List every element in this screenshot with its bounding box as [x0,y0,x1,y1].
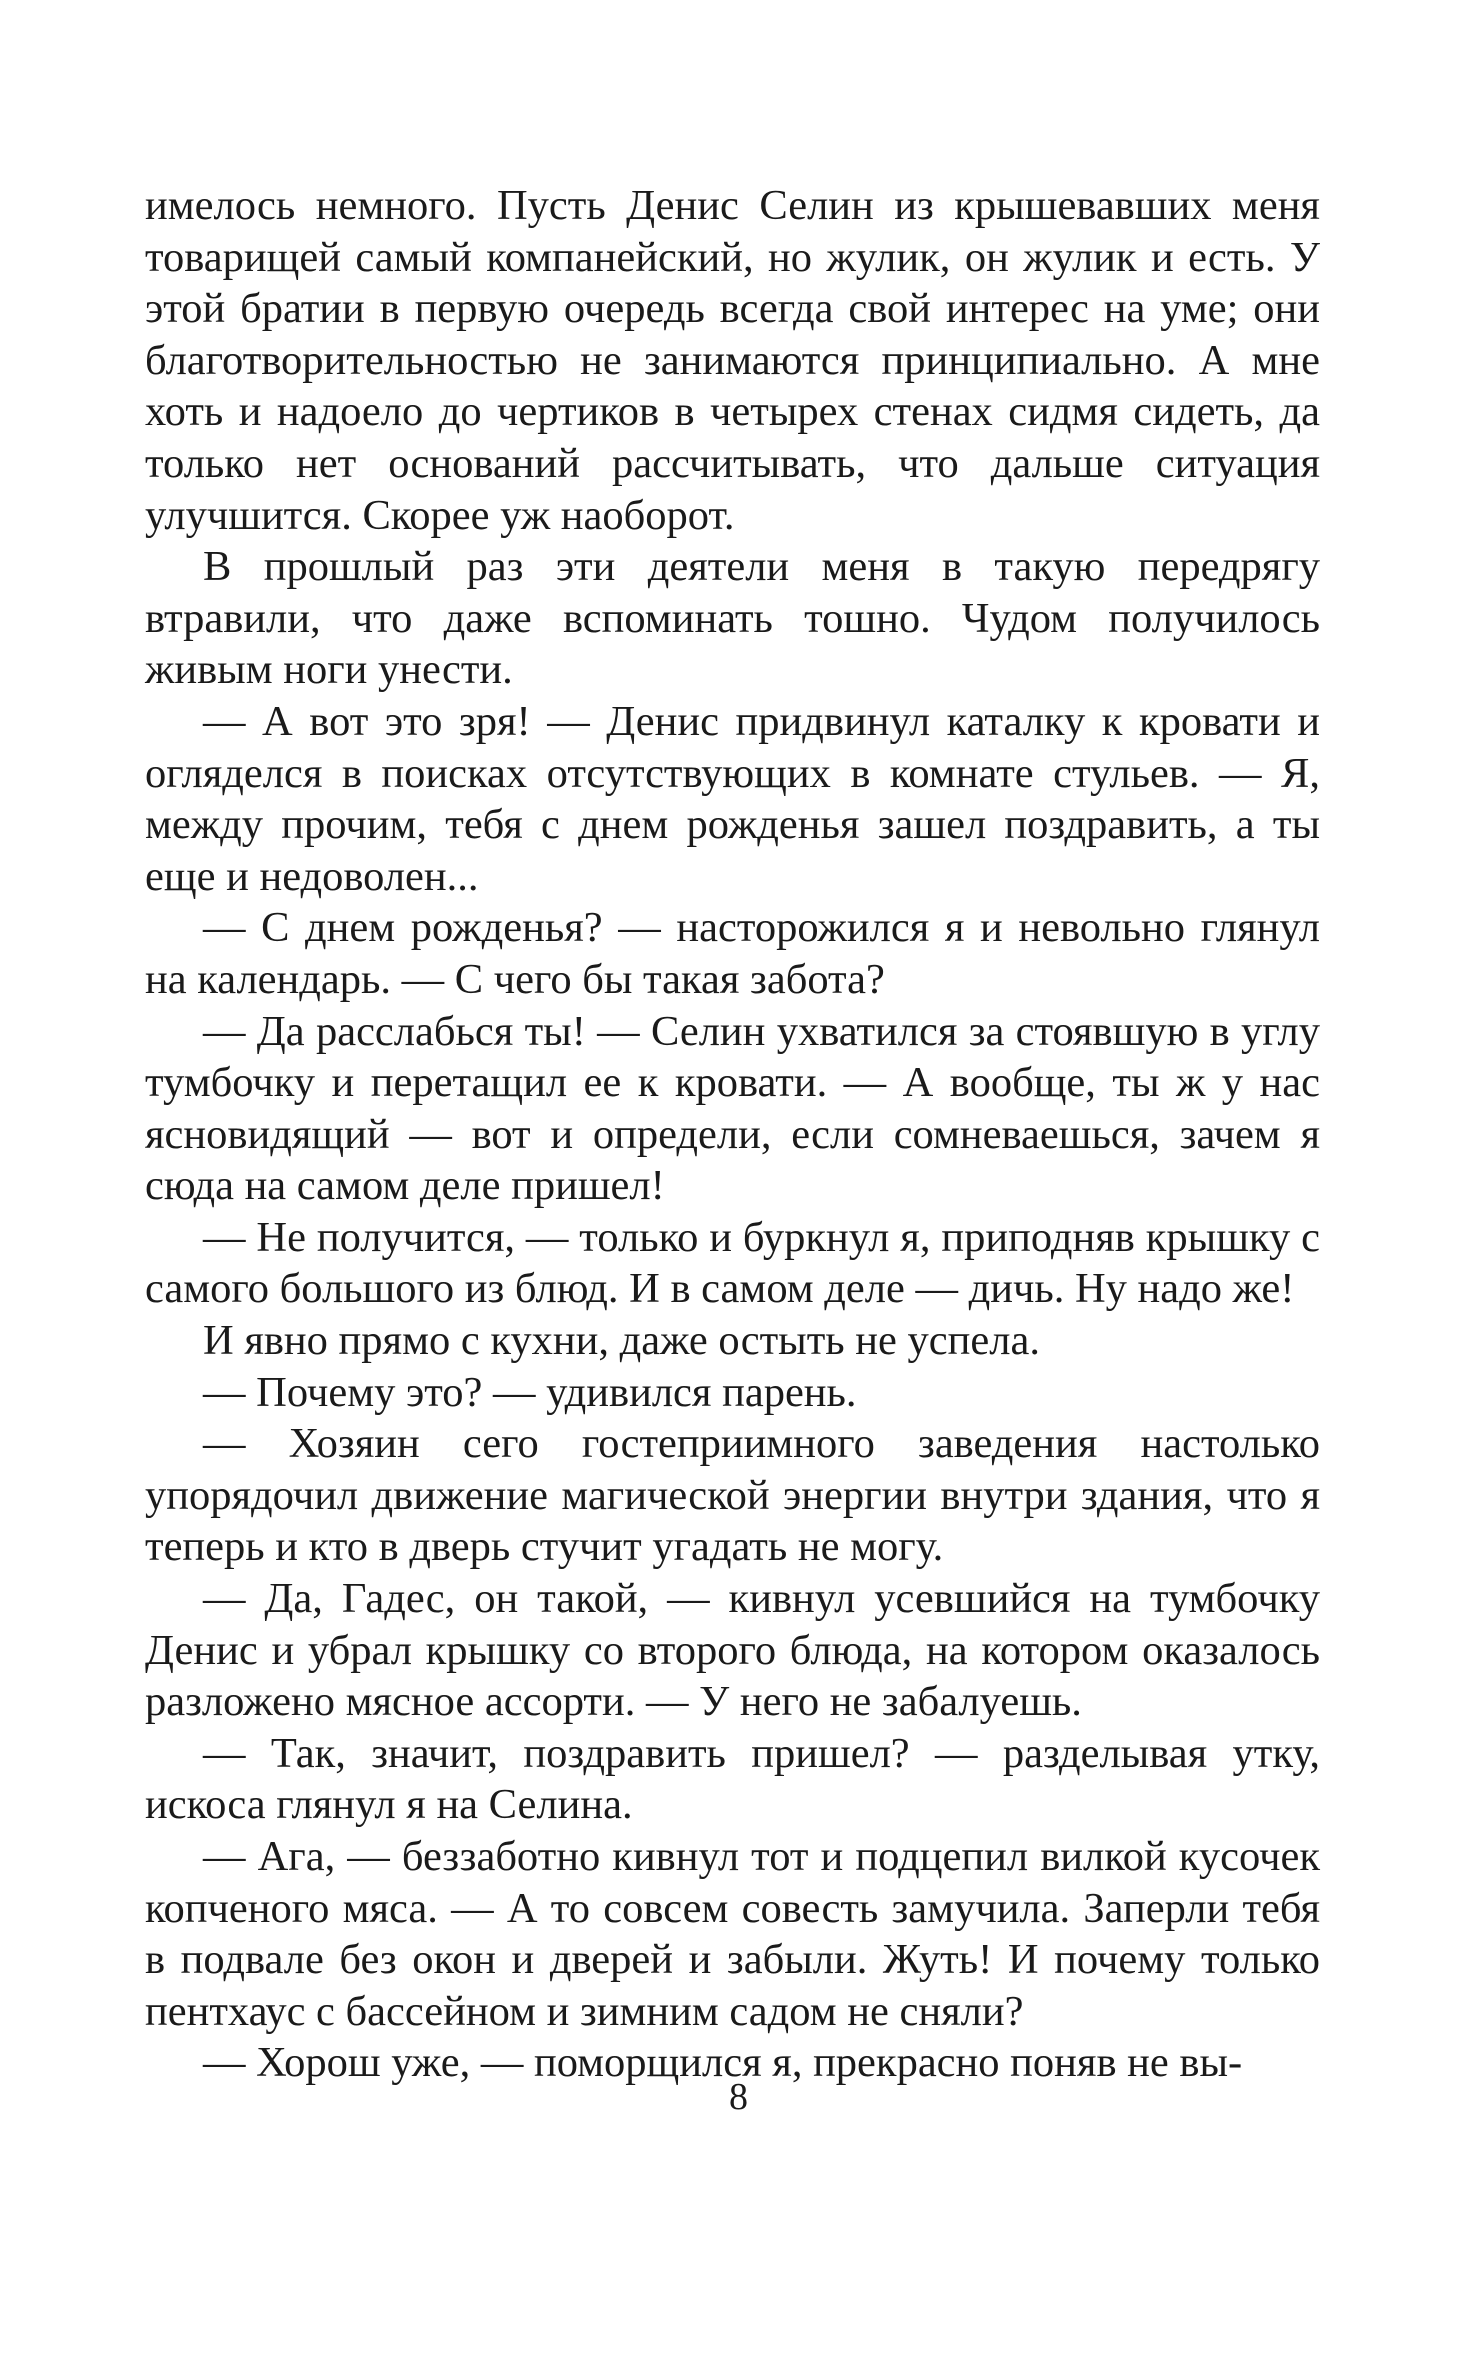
page-number: 8 [729,2076,748,2118]
paragraph-13: — Хорош уже, — поморщился я, прекрасно поняв не вы- [203,2039,1243,2087]
paragraph-12: — Ага, — беззаботно кивнул тот и подцепил вилкой кусочек копченого мяса. — А то совсем совесть замучила. Заперли тебя в подвале без окон и дверей и забыли. Жуть! И почему только пентхаус с бассейном и зимним садом не сняли? [145,1833,1320,2035]
paragraph-7: И явно прямо с кухни, даже остыть не успела. [203,1317,1040,1365]
paragraph-10: — Да, Гадес, он такой, — кивнул усевшийся на тумбочку Денис и убрал крышку со второго блюда, на котором оказалось разложено мясное ассорти. — У него не забалуешь. [145,1575,1320,1726]
paragraph-9: — Хозяин сего гостеприимного заведения настолько упорядочил движение магической энергии внутри здания, что я теперь и кто в дверь стучит угадать не могу. [145,1420,1320,1571]
paragraph-6: — Не получится, — только и буркнул я, приподняв крышку с самого большого из блюд. И в самом деле — дичь. Ну надо же! [145,1213,1320,1313]
paragraph-4: — С днем рожденья? — насторожился я и невольно глянул на календарь. — С чего бы такая забота? [145,904,1320,1003]
paragraph-3: — А вот это зря! — Денис придвинул каталку к кровати и огляделся в поисках отсутствующих в комнате стульев. — Я, между прочим, тебя с днем рожденья зашел поздравить, а ты еще и недоволен... [145,697,1320,900]
paragraph-1: имелось немного. Пусть Денис Селин из крышевавших меня товарищей самый компанейский, но жулик, он жулик и есть. У этой братии в первую очередь всегда свой интерес на уме; они благотворительностью не занимаются принципиально. А мне хоть и надоело до чертиков в четырех стенах сидмя сидеть, да только нет оснований рассчитывать, что дальше ситуация улучшится. Скорее уж наоборот. [145,182,1320,539]
paragraph-5: — Да расслабься ты! — Селин ухватился за стоявшую в углу тумбочку и перетащил ее к кровати. — А вообще, ты ж у нас ясновидящий — вот и определи, если сомневаешься, зачем я сюда на самом деле пришел! [145,1007,1320,1210]
paragraph-11: — Так, значит, поздравить пришел? — разделывая утку, искоса глянул я на Селина. [145,1729,1320,1829]
paragraph-2: В прошлый раз эти деятели меня в такую передрягу втравили, что даже вспоминать тошно. Чудом получилось живым ноги унести. [145,543,1320,694]
paragraph-8: — Почему это? — удивился парень. [203,1368,857,1416]
page-body [145,180,1320,2089]
